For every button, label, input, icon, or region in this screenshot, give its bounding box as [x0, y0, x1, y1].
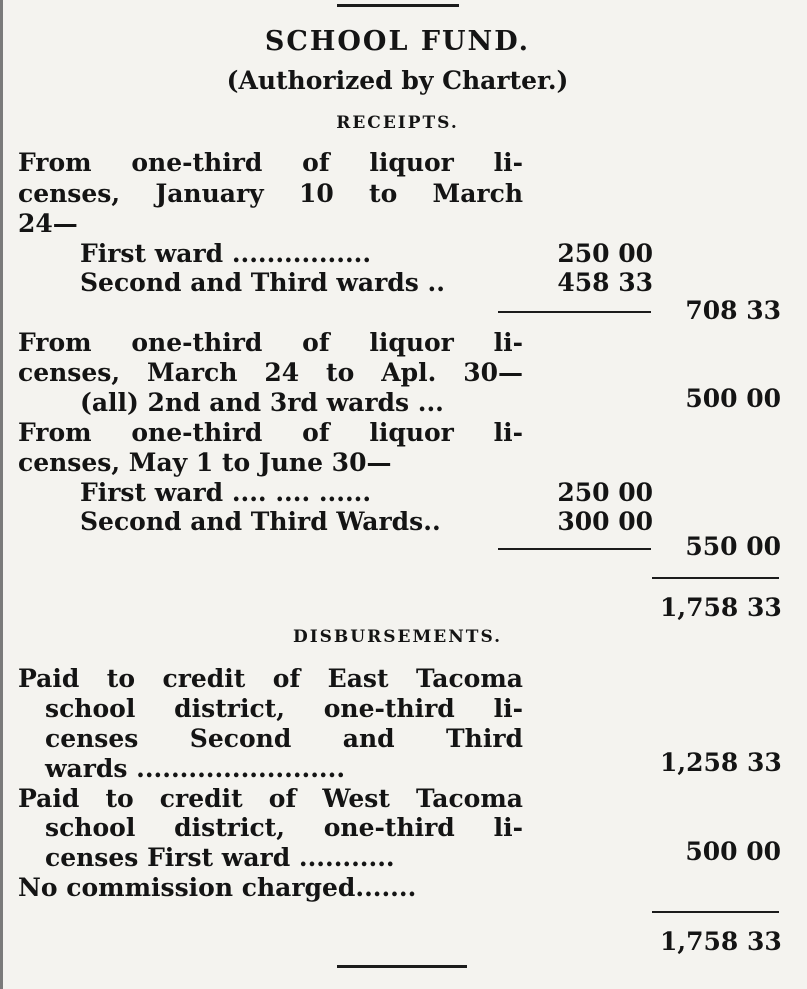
- disbursement-1-line-1: Paid to credit of East Tacoma: [18, 664, 523, 693]
- receipt-3-line-1: From one-third of liquor li-: [18, 418, 523, 447]
- disbursement-3-line: No commission charged.......: [18, 873, 417, 902]
- receipt-1-sub-2-value: 458 33: [557, 268, 653, 297]
- receipt-2-line-1: From one-third of liquor li-: [18, 328, 523, 357]
- receipt-2-total: 500 00: [685, 384, 781, 413]
- receipt-3-total: 550 00: [685, 532, 781, 561]
- receipt-1-line-1: From one-third of liquor li-: [18, 148, 523, 177]
- receipt-1-underline: [498, 311, 651, 313]
- receipt-2-line-2: censes, March 24 to Apl. 30—: [18, 358, 523, 387]
- disbursement-2-line-2: school district, one-third li-: [45, 813, 523, 842]
- page-title: SCHOOL FUND.: [264, 26, 531, 57]
- receipt-3-sub-1-label: First ward .... .... ......: [80, 478, 372, 507]
- disbursement-1-value: 1,258 33: [660, 748, 782, 777]
- receipt-3-sub-2-value: 300 00: [557, 507, 653, 536]
- disbursement-1-line-2: school district, one-third li-: [45, 694, 523, 723]
- receipt-1-line-2: censes, January 10 to March: [18, 179, 523, 208]
- disbursement-2-line-1: Paid to credit of West Tacoma: [18, 784, 523, 813]
- receipt-3-sub-1-value: 250 00: [557, 478, 653, 507]
- receipt-1-sub-1-label: First ward ................: [80, 239, 372, 268]
- receipts-total-rule: [652, 577, 779, 579]
- page-subtitle: (Authorized by Charter.): [226, 66, 569, 95]
- disbursement-2-value: 500 00: [685, 837, 781, 866]
- disbursements-grand-total: 1,758 33: [660, 927, 782, 956]
- receipts-heading: RECEIPTS.: [336, 113, 459, 133]
- receipt-3-sub-2-label: Second and Third Wards..: [80, 507, 441, 536]
- receipt-1-line-3: 24—: [18, 209, 78, 238]
- disbursement-2-last-line: censes First ward ...........: [45, 843, 395, 872]
- receipt-3-line-2: censes, May 1 to June 30—: [18, 448, 392, 477]
- column-border: [0, 0, 3, 989]
- disbursement-1-last-line: wards ........................: [45, 754, 346, 783]
- bottom-rule: [337, 965, 467, 968]
- receipt-3-underline: [498, 548, 651, 550]
- receipts-grand-total: 1,758 33: [660, 593, 782, 622]
- top-rule: [337, 4, 459, 7]
- disbursement-1-line-3: censes Second and Third: [45, 724, 523, 753]
- receipt-1-sub-1-value: 250 00: [557, 239, 653, 268]
- receipt-1-total: 708 33: [685, 296, 781, 325]
- disbursements-heading: DISBURSEMENTS.: [292, 627, 503, 647]
- disbursements-total-rule: [652, 911, 779, 913]
- receipt-1-sub-2-label: Second and Third wards ..: [80, 268, 445, 297]
- receipt-2-sub-label: (all) 2nd and 3rd wards ...: [80, 388, 444, 417]
